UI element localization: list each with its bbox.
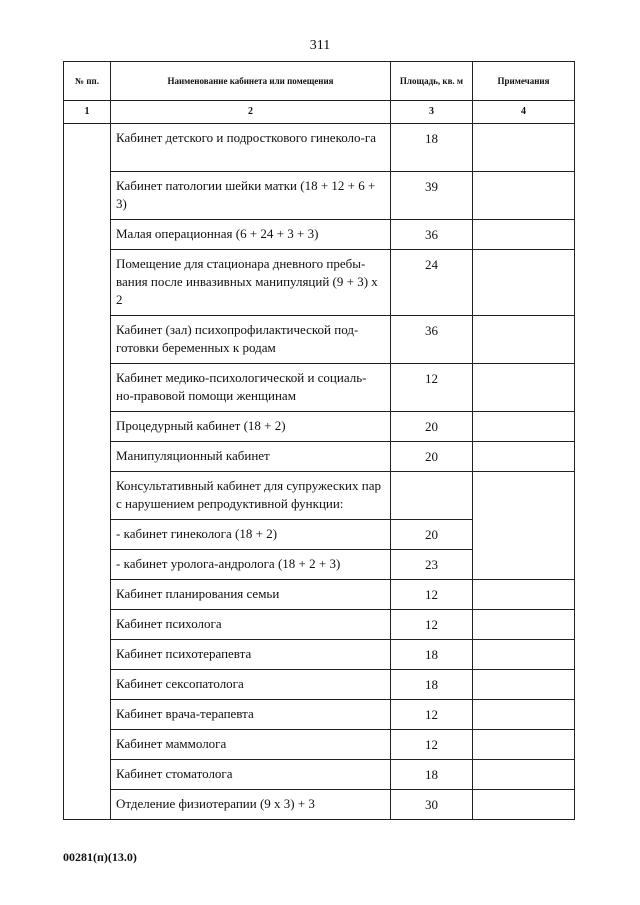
notes-cell (473, 580, 575, 610)
table-row (64, 172, 575, 220)
room-area: 24 (391, 250, 473, 316)
table-row (64, 760, 575, 790)
notes-cell (473, 730, 575, 760)
room-name: Кабинет детского и подросткового гинеколо-га (111, 124, 391, 172)
header-num: № пп. (64, 62, 111, 101)
notes-cell (473, 172, 575, 220)
room-area: 18 (391, 124, 473, 172)
room-name: Кабинет стоматолога (111, 760, 391, 790)
room-area (391, 472, 473, 520)
room-area: 20 (391, 412, 473, 442)
header-notes: Примечания (473, 62, 575, 101)
room-name: Кабинет (зал) психопрофилактической под-готовки беременных к родам (111, 316, 391, 364)
room-name: Кабинет психолога (111, 610, 391, 640)
room-area: 23 (391, 550, 473, 580)
notes-cell (473, 316, 575, 364)
table-row (64, 220, 575, 250)
room-name: - кабинет гинеколога (18 + 2) (111, 520, 391, 550)
room-name: Кабинет маммолога (111, 730, 391, 760)
notes-cell (473, 412, 575, 442)
table-row (64, 700, 575, 730)
room-name: Консультативный кабинет для супружеских пар с нарушением репродуктивной функции: (111, 472, 391, 520)
table-row (64, 364, 575, 412)
table-row (64, 472, 575, 520)
room-area: 12 (391, 580, 473, 610)
room-area: 20 (391, 520, 473, 550)
table-row (64, 730, 575, 760)
column-number: 3 (391, 101, 473, 124)
table-row (64, 670, 575, 700)
room-name: Процедурный кабинет (18 + 2) (111, 412, 391, 442)
notes-cell (473, 670, 575, 700)
table-row (64, 316, 575, 364)
table-row (64, 124, 575, 172)
room-area: 36 (391, 316, 473, 364)
room-area: 18 (391, 760, 473, 790)
column-number: 2 (111, 101, 391, 124)
room-name: Кабинет планирования семьи (111, 580, 391, 610)
notes-cell (473, 790, 575, 820)
room-area: 12 (391, 364, 473, 412)
column-number: 1 (64, 101, 111, 124)
room-area: 18 (391, 640, 473, 670)
table-row (64, 250, 575, 316)
room-area: 39 (391, 172, 473, 220)
notes-cell (473, 250, 575, 316)
notes-cell (473, 124, 575, 172)
room-name: Манипуляционный кабинет (111, 442, 391, 472)
room-name: Кабинет врача-терапевта (111, 700, 391, 730)
room-area: 12 (391, 730, 473, 760)
notes-cell (473, 700, 575, 730)
table-row (64, 580, 575, 610)
notes-cell (473, 220, 575, 250)
room-name: Кабинет патологии шейки матки (18 + 12 + 6 + 3) (111, 172, 391, 220)
room-name: Кабинет сексопатолога (111, 670, 391, 700)
notes-cell (473, 760, 575, 790)
notes-cell (473, 472, 575, 580)
table-row (64, 640, 575, 670)
num-cell (64, 124, 111, 820)
document-code: 00281(п)(13.0) (63, 850, 137, 864)
column-number: 4 (473, 101, 575, 124)
notes-cell (473, 610, 575, 640)
table-row (64, 412, 575, 442)
room-area: 12 (391, 700, 473, 730)
room-name: Малая операционная (6 + 24 + 3 + 3) (111, 220, 391, 250)
header-name: Наименование кабинета или помещения (111, 62, 391, 101)
room-area: 20 (391, 442, 473, 472)
notes-cell (473, 640, 575, 670)
table-row (64, 790, 575, 820)
column-number-row (64, 101, 575, 124)
notes-cell (473, 364, 575, 412)
room-area: 30 (391, 790, 473, 820)
table-header-row (64, 62, 575, 101)
room-name: Кабинет психотерапевта (111, 640, 391, 670)
header-area: Площадь, кв. м (391, 62, 473, 101)
room-name: Помещение для стационара дневного пребы-вания после инвазивных манипуляций (9 + 3) х 2 (111, 250, 391, 316)
room-name: - кабинет уролога-андролога (18 + 2 + 3) (111, 550, 391, 580)
room-area: 12 (391, 610, 473, 640)
room-area: 36 (391, 220, 473, 250)
page-number: 311 (309, 38, 331, 53)
table-row (64, 442, 575, 472)
notes-cell (473, 442, 575, 472)
room-name: Отделение физиотерапии (9 х 3) + 3 (111, 790, 391, 820)
room-name: Кабинет медико-психологической и социаль-но-правовой помощи женщинам (111, 364, 391, 412)
room-area: 18 (391, 670, 473, 700)
premises-table (63, 61, 575, 820)
table-row (64, 610, 575, 640)
